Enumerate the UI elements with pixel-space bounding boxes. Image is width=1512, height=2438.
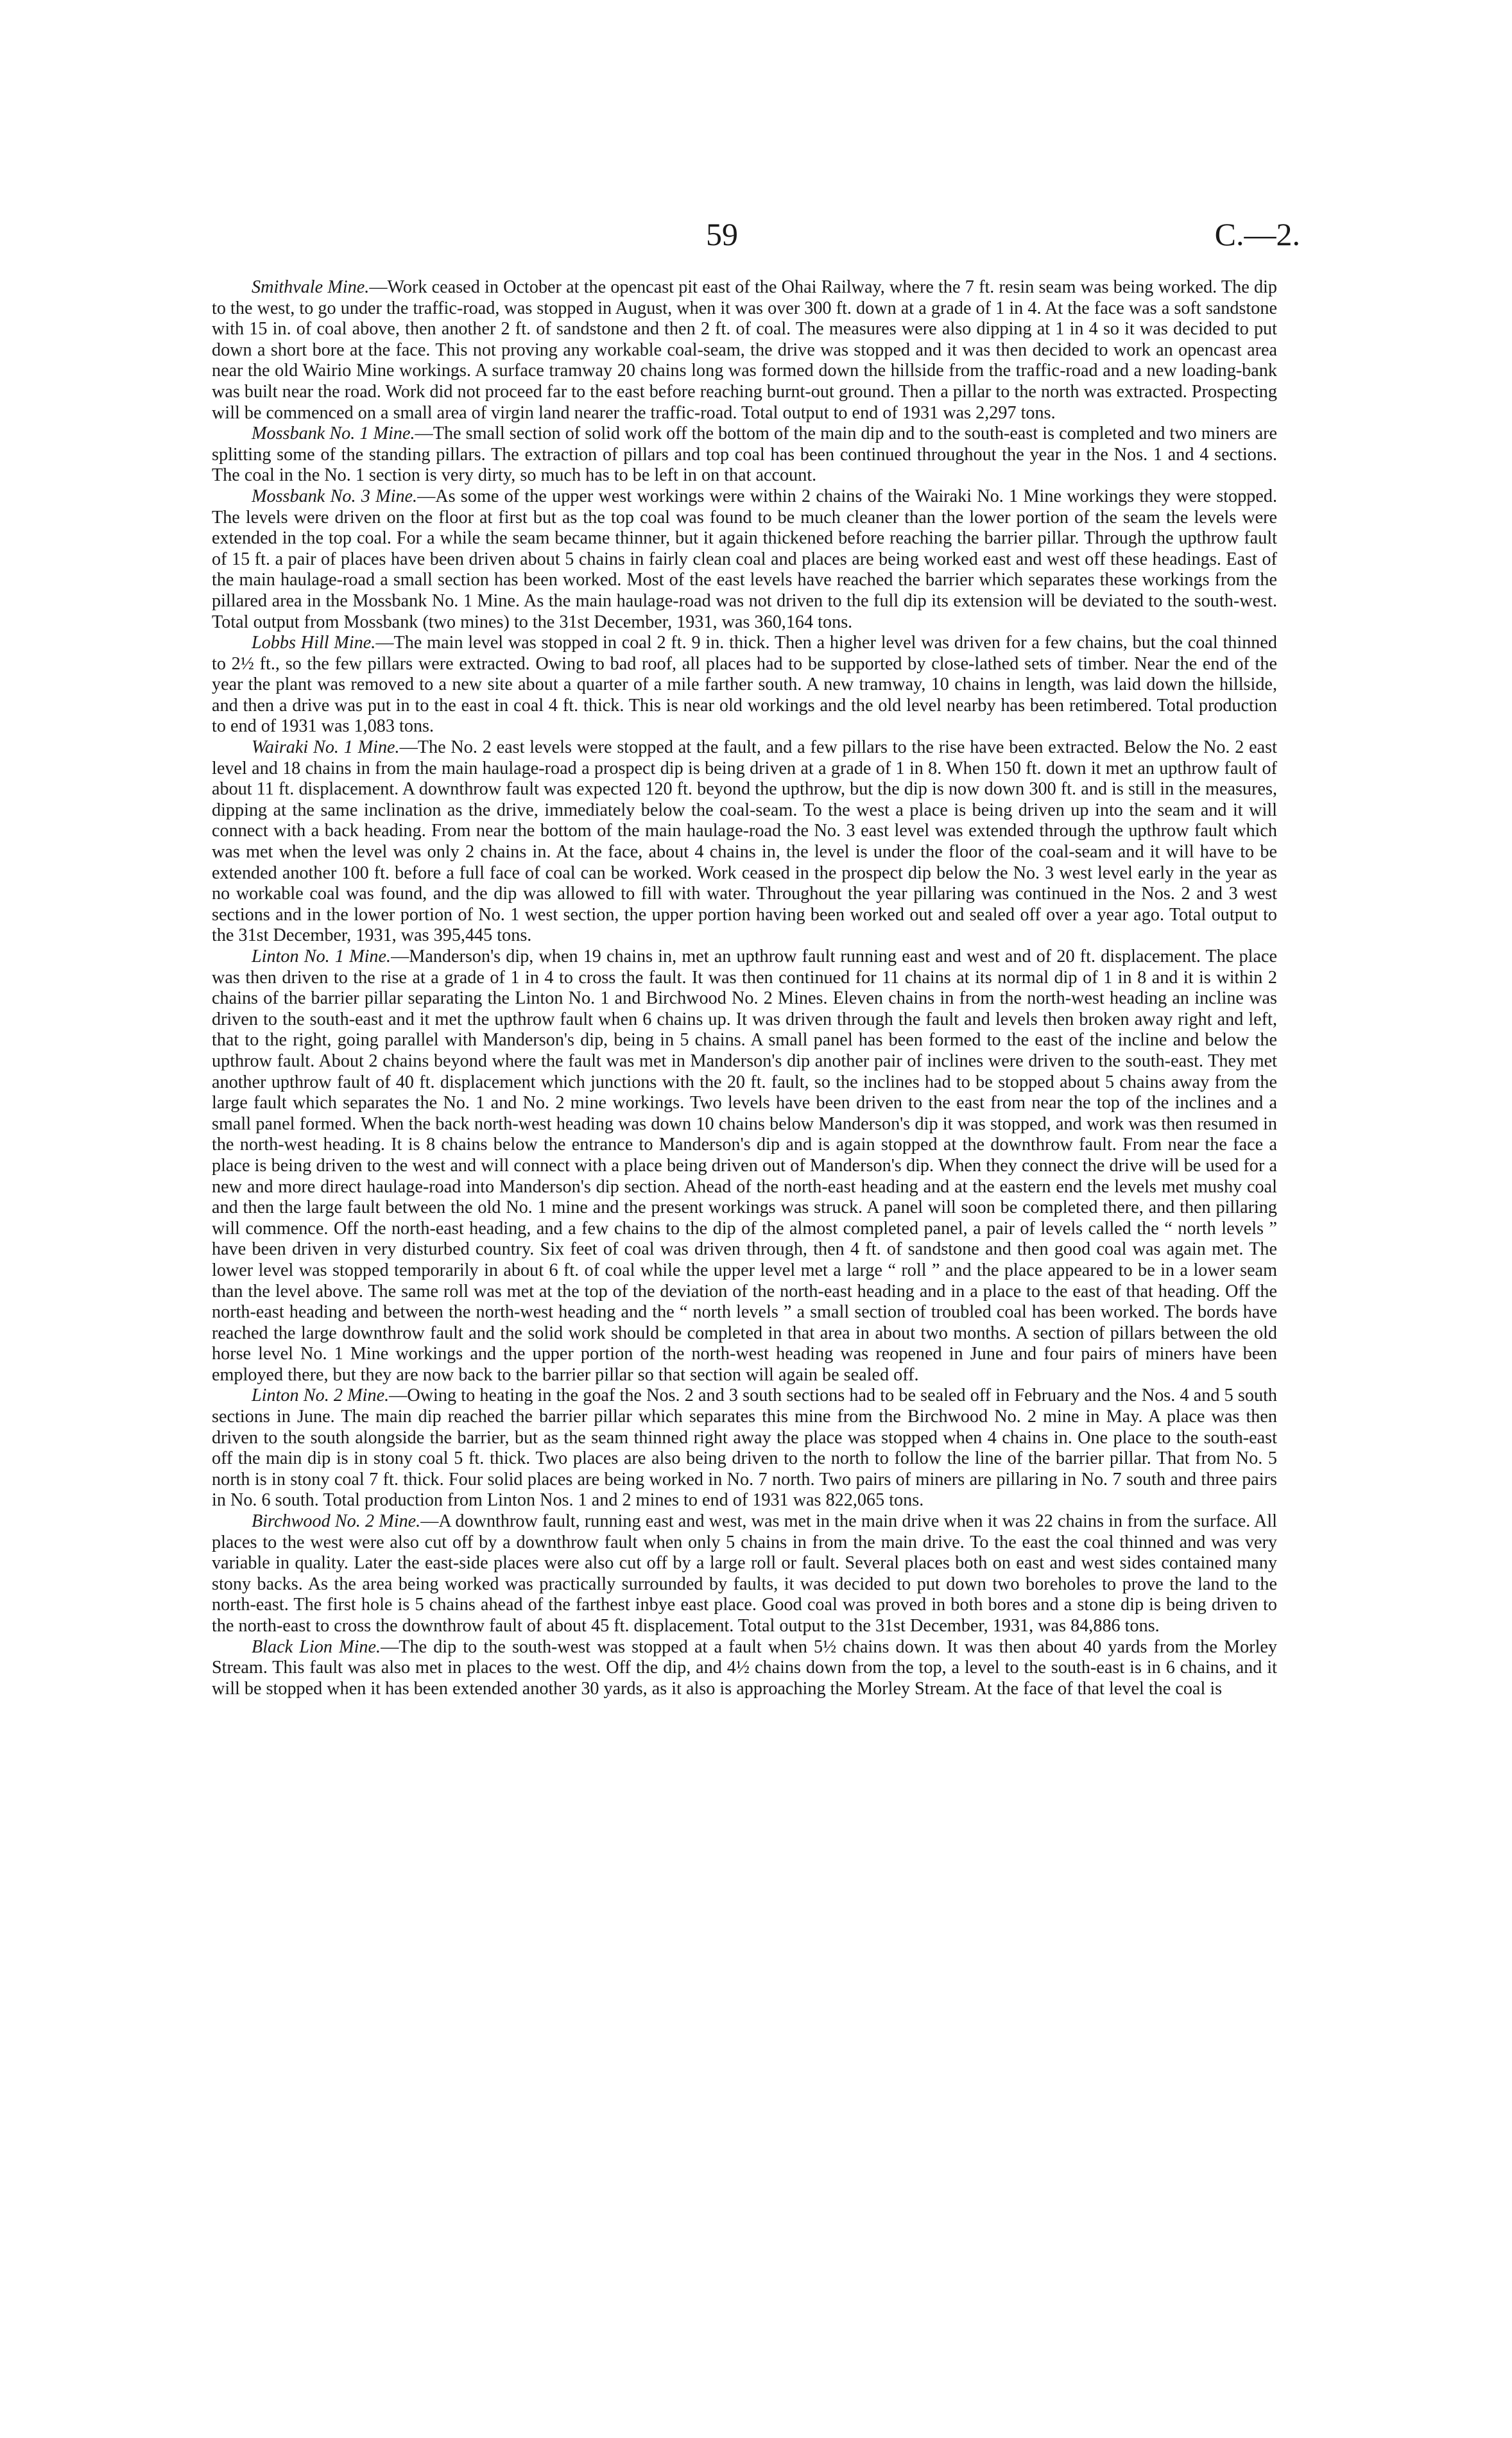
section-heading: Smithvale Mine. — [252, 277, 370, 297]
paragraph-text: —As some of the upper west workings were within 2 chains of the Wairaki No. 1 Mine workings they were stopped. The levels were driven on the floor at first but as the top coal was found to be much cleaner than the lower portion of the seam the levels were extended in the top coal. For a while the seam became thinner, but it again thickened before reaching the barrier pillar. Through the upthrow fault of 15 ft. a pair of places have been driven about 5 chains in fairly clean coal and places are being worked east and west off these headings. East of the main haulage-road a small section has been worked. Most of the east levels have reached the barrier which separates these workings from the pillared area in the Mossbank No. 1 Mine. As the main haulage-road was not driven to the full dip its extension will be deviated to the south-west. Total output from Mossbank (two mines) to the 31st December, 1931, was 360,164 tons. — [212, 486, 1277, 632]
paragraph-text: —Owing to heating in the goaf the Nos. 2 and 3 south sections had to be sealed off in February and the Nos. 4 and 5 south sections in June. The main dip reached the barrier pillar which separates this mine from the Birchwood No. 2 mine in May. A place was then driven to the south alongside the barrier, but as the seam thinned right away the place was stopped when 4 chains in. One place to the south-east off the main dip is in stony coal 5 ft. thick. Two places are also being driven to the north to follow the line of the barrier pillar. That from No. 5 north is in stony coal 7 ft. thick. Four solid places are being worked in No. 7 north. Two pairs of miners are pillaring in No. 7 south and three pairs in No. 6 south. Total production from Linton Nos. 1 and 2 mines to end of 1931 was 822,065 tons. — [212, 1386, 1277, 1511]
paragraph-text: —The main level was stopped in coal 2 ft. 9 in. thick. Then a higher level was driven for a few chains, but the coal thinned to 2½ ft., so the few pillars were extracted. Owing to bad roof, all places had to be supported by close-lathed sets of timber. Near the end of the year the plant was removed to a new site about a quarter of a mile farther south. A new tramway, 10 chains in length, was laid down the hillside, and then a drive was put in to the east in coal 4 ft. thick. This is near old workings and the old level nearby has been retimbered. Total production to end of 1931 was 1,083 tons. — [212, 633, 1277, 737]
paragraph-text: —The small section of solid work off the bottom of the main dip and to the south-east is completed and two miners are splitting some of the standing pillars. The extraction of pillars and top coal has been continued throughout the year in the Nos. 1 and 4 sections. The coal in the No. 1 section is very dirty, so much has to be left in on that account. — [212, 424, 1277, 486]
section-heading: Linton No. 2 Mine. — [252, 1386, 390, 1406]
paragraph-text: —A downthrow fault, running east and west, was met in the main drive when it was 22 chains in from the surface. All places to the west were also cut off by a downthrow fault when only 5 chains in from the main drive. To the east the coal thinned and was very variable in quality. Later the east-side places were also cut off by a large roll or fault. Several places both on east and west sides contained many stony backs. As the area being worked was practically surrounded by faults, it was decided to put down two boreholes to prove the land to the north-east. The first hole is 5 chains ahead of the farthest inbye east place. Good coal was proved in both bores and a stone dip is being driven to the north-east to cross the downthrow fault of about 45 ft. displacement. Total output to the 31st December, 1931, was 84,886 tons. — [212, 1511, 1277, 1636]
paragraph-mossbank-1 — [212, 424, 1277, 486]
section-heading: Wairaki No. 1 Mine. — [252, 737, 400, 758]
section-heading: Black Lion Mine. — [252, 1636, 381, 1657]
document-reference: C.—2. — [1214, 216, 1300, 252]
page-header — [0, 212, 1512, 257]
page-number: 59 — [706, 216, 738, 252]
paragraph-text: —Work ceased in October at the opencast pit east of the Ohai Railway, where the 7 ft. resin seam was being worked. The dip to the west, to go under the traffic-road, was stopped in August, when it was over 300 ft. down at a grade of 1 in 4. At the face was a soft sandstone with 15 in. of coal above, then another 2 ft. of sandstone and then 2 ft. of coal. The measures were also dipping at 1 in 4 so it was decided to put down a short bore at the face. This not proving any workable coal-seam, the drive was stopped and it was then decided to work an opencast area near the old Wairio Mine workings. A surface tramway 20 chains long was formed down the hillside from the traffic-road and a new loading-bank was built near the road. Work did not proceed far to the east before reaching burnt-out ground. Then a pillar to the north was extracted. Prospecting will be commenced on a small area of virgin land nearer the traffic-road. Total output to end of 1931 was 2,297 tons. — [212, 277, 1277, 423]
paragraph-linton-2 — [212, 1386, 1277, 1511]
paragraph-black-lion — [212, 1637, 1277, 1700]
paragraph-linton-1 — [212, 947, 1277, 1386]
section-heading: Lobbs Hill Mine. — [252, 633, 376, 653]
section-heading: Birchwood No. 2 Mine. — [252, 1511, 421, 1532]
body-text — [212, 277, 1277, 1699]
section-heading: Mossbank No. 1 Mine. — [252, 424, 415, 444]
paragraph-birchwood-2 — [212, 1511, 1277, 1637]
section-heading: Linton No. 1 Mine. — [252, 947, 391, 966]
paragraph-text: —The No. 2 east levels were stopped at the fault, and a few pillars to the rise have been extracted. Below the No. 2 east level and 18 chains in from the main haulage-road a prospect dip is being driven at a grade of 1 in 8. When 150 ft. down it met an upthrow fault of about 11 ft. displacement. A downthrow fault was expected 120 ft. beyond the upthrow, but the dip is now down 300 ft. and is still in the measures, dipping at the same inclination as the drive, immediately below the coal-seam. To the west a place is being driven up into the seam and it will connect with a back heading. From near the bottom of the main haulage-road the No. 3 east level was extended through the upthrow fault which was met when the level was only 2 chains in. At the face, about 4 chains in, the level is under the floor of the coal-seam and it will have to be extended another 100 ft. before a full face of coal can be worked. Work ceased in the prospect dip below the No. 3 west level early in the year as no workable coal was found, and the dip was allowed to fill with water. Throughout the year pillaring was continued in the Nos. 2 and 3 west sections and in the lower portion of No. 1 west section, the upper portion having been worked out and sealed off over a year ago. Total output to the 31st December, 1931, was 395,445 tons. — [212, 737, 1277, 946]
paragraph-text: —The dip to the south-west was stopped at a fault when 5½ chains down. It was then about 40 yards from the Morley Stream. This fault was also met in places to the west. Off the dip, and 4½ chains down from the top, a level to the south-east is in 6 chains, and it will be stopped when it has been extended another 30 yards, as it also is approaching the Morley Stream. At the face of that level the coal is — [212, 1636, 1277, 1699]
paragraph-mossbank-3 — [212, 486, 1277, 633]
paragraph-text: —Manderson's dip, when 19 chains in, met an upthrow fault running east and west and of 20 ft. displacement. The place was then driven to the rise at a grade of 1 in 4 to cross the fault. It was then continued for 11 chains at its normal dip of 1 in 8 and it is within 2 chains of the barrier pillar separating the Linton No. 1 and Birchwood No. 2 Mines. Eleven chains in from the north-west heading an incline was driven to the south-east and it met the upthrow fault when 6 chains up. It was driven through the fault and levels then broken away right and left, that to the right, going parallel with Manderson's dip, being in 5 chains. A small panel has been formed to the east of the incline and below the upthrow fault. About 2 chains beyond where the fault was met in Manderson's dip another pair of inclines were driven to the south-east. They met another upthrow fault of 40 ft. displacement which junctions with the 20 ft. fault, so the inclines had to be stopped about 5 chains away from the large fault which separates the No. 1 and No. 2 mine workings. Two levels have been driven to the east from near the top of the inclines and a small panel formed. When the back north-west heading was down 10 chains below Manderson's dip it was stopped, and work was then resumed in the north-west heading. It is 8 chains below the entrance to Manderson's dip and is again stopped at the downthrow fault. From near the face a place is being driven to the west and will connect with a place being driven out of Manderson's dip. When they connect the drive will be used for a new and more direct haulage-road into Manderson's dip section. Ahead of the north-east heading and at the eastern end the levels met mushy coal and then the large fault between the old No. 1 mine and the present workings was struck. A panel will soon be completed there, and then pillaring will commence. Off the north-east heading, and a few chains to the dip of the almost completed panel, a pair of levels called the “ north levels ” have been driven in very disturbed country. Six feet of coal was driven through, then 4 ft. of sandstone and then good coal was again met. The lower level was stopped temporarily in about 6 ft. of coal while the upper level met a large “ roll ” and the place appeared to be in a lower seam than the level above. The same roll was met at the top of the deviation of the north-east heading and in a place to the east of that heading. Off the north-east heading and between the north-west heading and the “ north levels ” a small section of troubled coal has been worked. The bords have reached the large downthrow fault and the solid work should be completed in that area in about two months. A section of pillars between the old horse level No. 1 Mine workings and the upper portion of the north-west heading was reopened in June and four pairs of miners have been employed there, but they are now back to the barrier pillar so that section will again be sealed off. — [212, 947, 1277, 1385]
paragraph-lobbs-hill — [212, 633, 1277, 737]
section-heading: Mossbank No. 3 Mine. — [252, 486, 418, 506]
paragraph-smithvale — [212, 277, 1277, 424]
paragraph-wairaki-1 — [212, 737, 1277, 947]
